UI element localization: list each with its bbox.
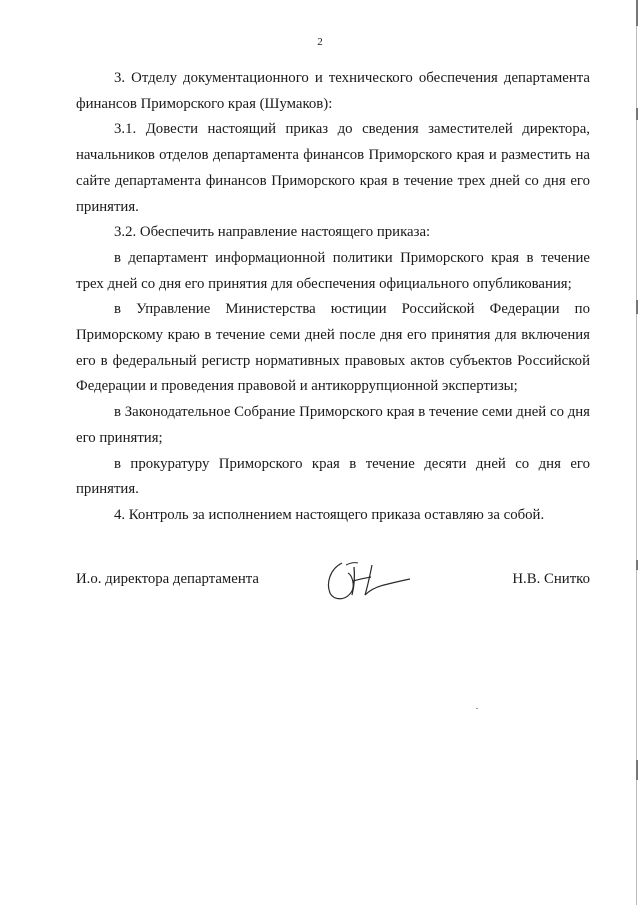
handwritten-signature xyxy=(324,557,414,605)
signer-name: Н.В. Снитко xyxy=(512,571,590,587)
scan-edge-mark xyxy=(636,300,638,314)
paragraph-item-3-2: 3.2. Обеспечить направление настоящего приказа: xyxy=(114,224,431,241)
paragraph-recipient-justice-ministry: в Управление Министерства юстиции Российской Федерации по Приморскому краю в течение семи дней после дня его принятия для включения его в федеральный регистр нормативных правовых актов субъектов Российской Федерации и проведения правовой и антикоррупционной экспертизы; xyxy=(76,301,590,395)
signer-title: И.о. директора департамента xyxy=(76,571,259,587)
paragraph-recipient-info-policy: в департамент информационной политики Приморского края в течение трех дней со дня его принятия для обеспечения официального опубликования; xyxy=(76,249,590,292)
paragraph-item-3-1: 3.1. Довести настоящий приказ до сведения заместителей директора, начальников отделов департамента финансов Приморского края и разместить на сайте департамента финансов Приморского края в течение трех дней со дня его принятия. xyxy=(76,121,590,215)
page-number: 2 xyxy=(317,36,323,48)
document-body xyxy=(76,66,590,529)
scan-edge-mark xyxy=(636,560,638,570)
signature-block xyxy=(76,563,590,613)
scan-speck xyxy=(476,708,478,709)
paragraph-recipient-legislative-assembly: в Законодательное Собрание Приморского края в течение семи дней со дня его принятия; xyxy=(76,404,590,446)
scan-edge-mark xyxy=(636,0,638,26)
scan-edge-mark xyxy=(636,760,638,780)
scan-edge-mark xyxy=(636,108,638,120)
paragraph-item-4: 4. Контроль за исполнением настоящего приказа оставляю за собой. xyxy=(114,506,545,523)
paragraph-recipient-prosecutor: в прокуратуру Приморского края в течение десяти дней со дня его принятия. xyxy=(76,455,590,498)
paragraph-item-3: 3. Отделу документационного и технического обеспечения департамента финансов Приморского края (Шумаков): xyxy=(76,70,590,112)
